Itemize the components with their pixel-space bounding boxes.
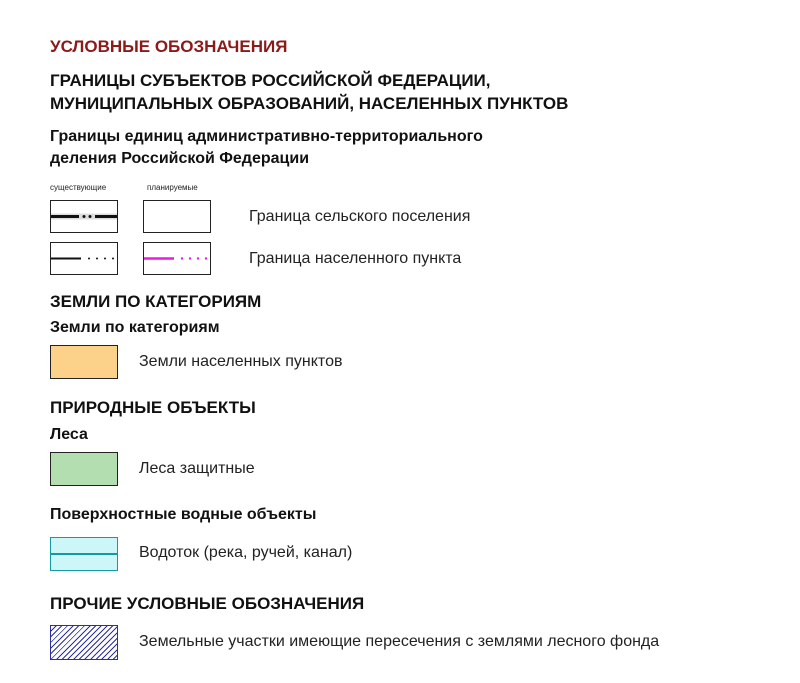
rural-boundary-existing-swatch — [50, 200, 118, 233]
forest-fund-overlap-swatch — [50, 625, 118, 660]
settlement-boundary-planned-line — [144, 243, 210, 274]
land-heading: ЗЕМЛИ ПО КАТЕГОРИЯМ — [50, 292, 262, 311]
protective-forest-label: Леса защитные — [139, 460, 255, 477]
land-subheading: Земли по категориям — [50, 319, 220, 336]
settlement-boundary-label: Граница населенного пункта — [249, 250, 462, 267]
forest-fund-overlap-label: Земельные участки имеющие пересечения с землями лесного фонда — [139, 633, 660, 650]
watercourse-line — [51, 553, 117, 555]
settlement-boundary-existing-line — [51, 243, 117, 274]
water-subheading: Поверхностные водные объекты — [50, 506, 317, 523]
column-planned-label: планируемые — [147, 183, 198, 192]
other-heading: ПРОЧИЕ УСЛОВНЫЕ ОБОЗНАЧЕНИЯ — [50, 594, 365, 613]
legend-title: УСЛОВНЫЕ ОБОЗНАЧЕНИЯ — [50, 37, 288, 56]
rural-boundary-existing-line — [51, 201, 117, 232]
settlement-land-swatch — [50, 345, 118, 379]
boundaries-heading-line1: ГРАНИЦЫ СУБЪЕКТОВ РОССИЙСКОЙ ФЕДЕРАЦИИ, — [50, 71, 491, 90]
boundaries-subheading-line2: деления Российской Федерации — [50, 150, 310, 167]
settlement-boundary-planned-swatch — [143, 242, 211, 275]
watercourse-label: Водоток (река, ручей, канал) — [139, 544, 353, 561]
forest-subheading: Леса — [50, 426, 88, 443]
column-existing-label: существующие — [50, 183, 107, 192]
watercourse-swatch — [50, 537, 118, 571]
boundaries-subheading-line1: Границы единиц административно-территориального — [50, 128, 483, 145]
rural-boundary-label: Граница сельского поселения — [249, 208, 471, 225]
nature-heading: ПРИРОДНЫЕ ОБЪЕКТЫ — [50, 398, 256, 417]
settlement-land-label: Земли населенных пунктов — [139, 353, 343, 370]
boundaries-heading-line2: МУНИЦИПАЛЬНЫХ ОБРАЗОВАНИЙ, НАСЕЛЕННЫХ ПУНКТОВ — [50, 94, 569, 113]
settlement-boundary-existing-swatch — [50, 242, 118, 275]
rural-boundary-planned-swatch — [143, 200, 211, 233]
protective-forest-swatch — [50, 452, 118, 486]
